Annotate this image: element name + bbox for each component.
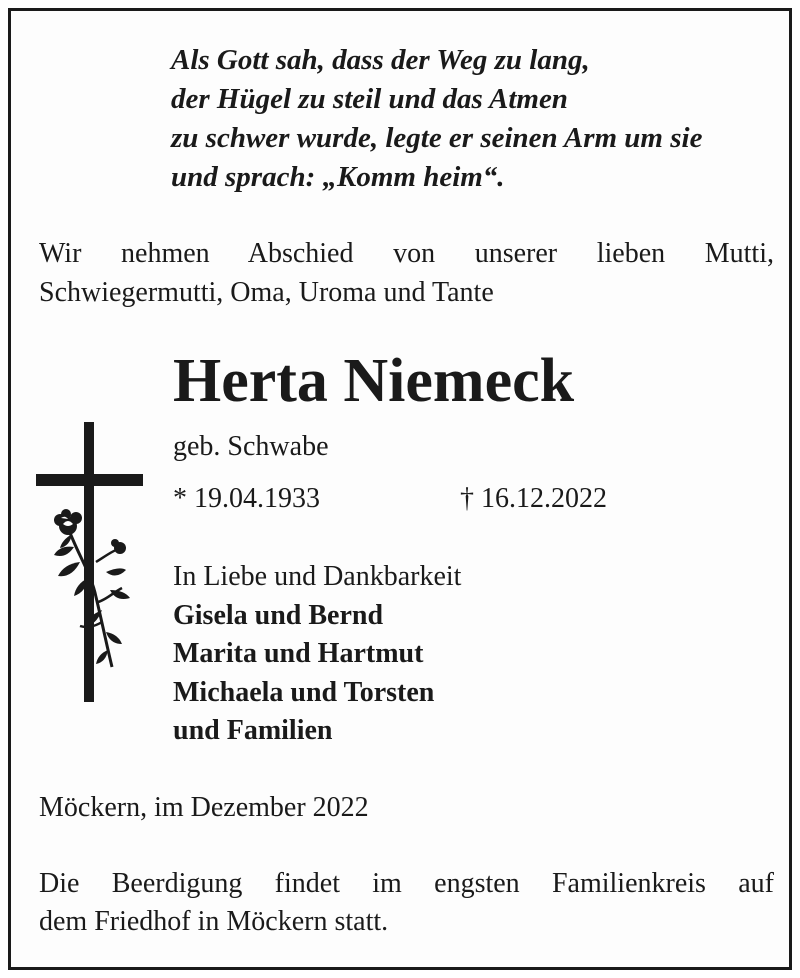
mourners-heading: In Liebe und Dankbarkeit xyxy=(173,561,462,592)
death-date: † 16.12.2022 xyxy=(460,483,607,514)
birth-date: * 19.04.1933 xyxy=(173,483,320,514)
place-and-date: Möckern, im Dezember 2022 xyxy=(39,792,369,823)
poem xyxy=(171,41,702,197)
funeral-line: dem Friedhof in Möckern statt. xyxy=(39,906,389,937)
mourner-name: Michaela und Torsten xyxy=(173,676,435,708)
mourner-name: und Familien xyxy=(173,715,333,746)
funeral-info xyxy=(39,865,774,941)
intro-line: Schwiegermutti, Oma, Uroma und Tante xyxy=(39,277,494,308)
mourner-name: Marita und Hartmut xyxy=(173,638,424,669)
poem-line: Als Gott sah, dass der Weg zu lang, xyxy=(171,44,590,76)
mourners-block xyxy=(173,558,461,751)
deceased-name: Herta Niemeck xyxy=(173,347,575,415)
poem-line: und sprach: „Komm heim“. xyxy=(171,161,505,193)
poem-line: zu schwer wurde, legte er seinen Arm um sie xyxy=(171,122,703,154)
poem-line: der Hügel zu steil und das Atmen xyxy=(171,83,568,115)
cross-with-rose-icon xyxy=(36,422,156,707)
birth-name: geb. Schwabe xyxy=(173,431,329,462)
obituary-notice xyxy=(8,8,792,970)
farewell-intro xyxy=(39,234,774,312)
intro-line: Wir nehmen Abschied von unserer lieben Mutti, xyxy=(39,238,774,269)
funeral-line: Die Beerdigung findet im engsten Familienkreis auf xyxy=(39,868,774,899)
mourner-name: Gisela und Bernd xyxy=(173,599,384,631)
